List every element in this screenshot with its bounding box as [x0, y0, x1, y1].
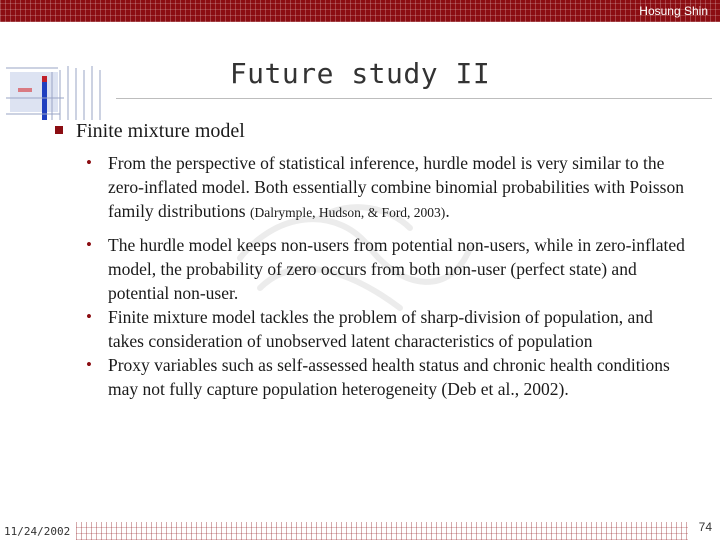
section-heading-text: Finite mixture model	[76, 120, 245, 142]
bullet-dot-icon: •	[86, 235, 92, 254]
list-item	[86, 305, 686, 353]
square-bullet-icon	[55, 126, 63, 134]
bullet-text: Proxy variables such as self-assessed health status and chronic health conditions may not fully capture population heterogeneity (Deb et al., 2002).	[108, 355, 670, 399]
bullet-list	[86, 151, 686, 401]
page-number: 74	[698, 520, 712, 534]
footer-date: 11/24/2002	[4, 525, 71, 538]
bullet-text: Finite mixture model tackles the problem of sharp-division of population, and takes consideration of unobserved latent characteristics of population	[108, 307, 653, 351]
bullet-dot-icon: •	[86, 307, 92, 326]
list-item	[86, 353, 686, 401]
bullet-dot-icon: •	[86, 153, 92, 172]
bullet-text-tail: .	[445, 201, 450, 221]
header-band	[0, 0, 720, 22]
bullet-citation: (Dalrymple, Hudson, & Ford, 2003)	[249, 205, 446, 220]
section-heading	[55, 120, 245, 143]
list-item	[86, 151, 686, 225]
list-item	[86, 233, 686, 305]
slide-title: Future study II	[229, 57, 491, 90]
author-name: Hosung Shin	[639, 4, 708, 18]
bullet-dot-icon: •	[86, 355, 92, 374]
footer-band	[76, 522, 688, 540]
bullet-text: The hurdle model keeps non-users from potential non-users, while in zero-inflated model, the probability of zero occurs from both non-user (perfect state) and potential non-user.	[108, 235, 685, 303]
bullet-text: From the perspective of statistical inference, hurdle model is very similar to the zero-inflated model. Both essentially combine binomial probabilities with Poisson family distributions	[108, 153, 684, 221]
title-divider	[116, 98, 712, 99]
